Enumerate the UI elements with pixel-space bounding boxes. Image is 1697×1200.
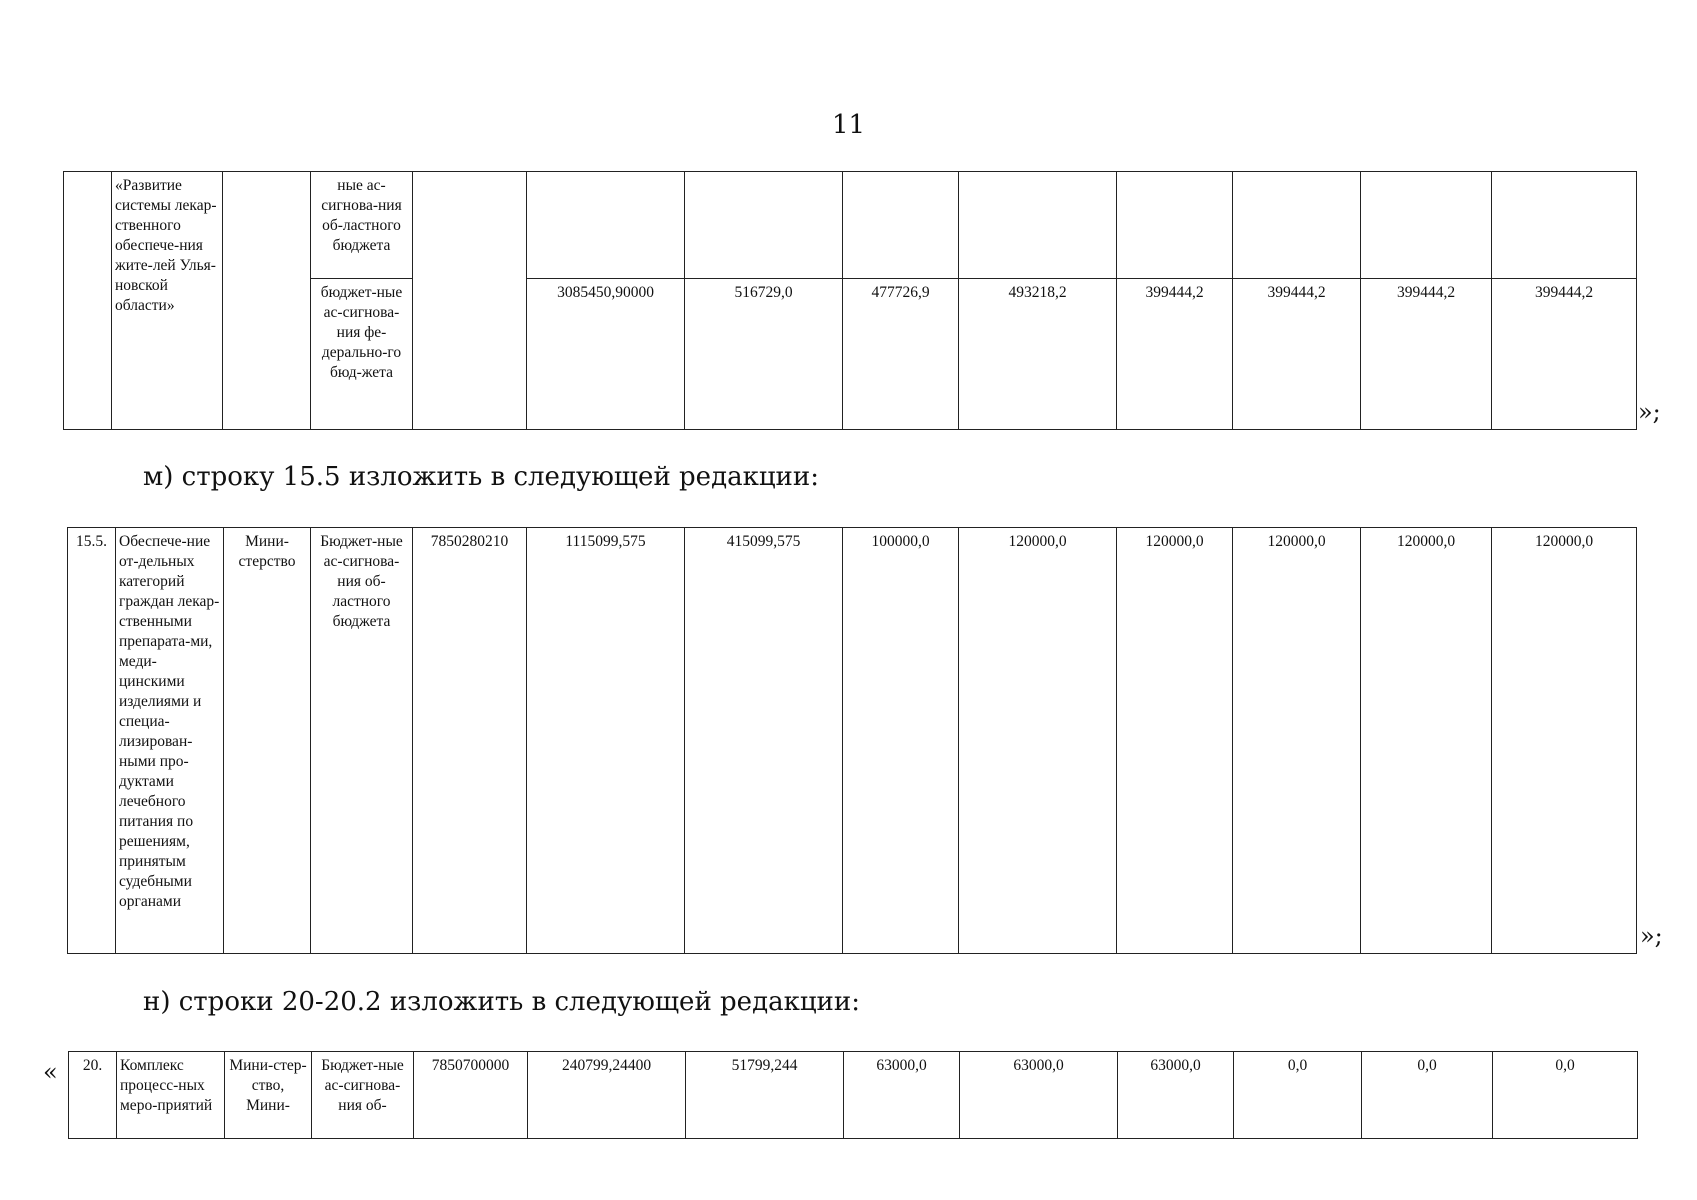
cell-value: 63000,0 bbox=[1118, 1052, 1234, 1139]
cell-value-total: 3085450,90000 bbox=[527, 279, 685, 430]
cell-empty bbox=[1492, 172, 1637, 279]
heading-row-15-5: м) строку 15.5 изложить в следующей редакции: bbox=[143, 462, 819, 492]
closing-quote: »; bbox=[1640, 922, 1663, 950]
cell-value: 399444,2 bbox=[1492, 279, 1637, 430]
table-continuation bbox=[63, 171, 1637, 430]
cell-source: Бюджет-ные ас-сигнова-ния об- bbox=[312, 1052, 414, 1139]
cell-value: 120000,0 bbox=[1492, 528, 1637, 954]
cell-empty bbox=[1233, 172, 1361, 279]
cell-value-total: 240799,24400 bbox=[528, 1052, 686, 1139]
cell-row-number: 15.5. bbox=[68, 528, 116, 954]
table-row-15-5 bbox=[67, 527, 1637, 954]
cell-program-name: «Развитие системы лекар-ственного обеспече-ния жите-лей Улья-новской области» bbox=[112, 172, 223, 430]
cell-source-regional: ные ас-сигнова-ния об-ластного бюджета bbox=[311, 172, 413, 279]
cell-value: 120000,0 bbox=[1117, 528, 1233, 954]
cell-value: 516729,0 bbox=[685, 279, 843, 430]
cell-value-total: 1115099,575 bbox=[527, 528, 685, 954]
cell-code: 7850280210 bbox=[413, 528, 527, 954]
cell-value: 120000,0 bbox=[1233, 528, 1361, 954]
cell-value: 477726,9 bbox=[843, 279, 959, 430]
cell-value: 63000,0 bbox=[960, 1052, 1118, 1139]
cell-value: 120000,0 bbox=[1361, 528, 1492, 954]
cell-executor-empty bbox=[223, 172, 311, 430]
cell-number-empty bbox=[64, 172, 112, 430]
cell-code-empty bbox=[413, 172, 527, 430]
cell-value: 415099,575 bbox=[685, 528, 843, 954]
cell-value: 100000,0 bbox=[843, 528, 959, 954]
cell-value: 0,0 bbox=[1362, 1052, 1493, 1139]
cell-value: 0,0 bbox=[1234, 1052, 1362, 1139]
cell-measure-name: Обеспече-ние от-дельных категорий граждан лекар-ственными препарата-ми, меди-цинскими изделиями и специа-лизирован-ными про-дуктами лечебного питания по решениям, принятым судебными органами bbox=[116, 528, 224, 954]
heading-rows-20: н) строки 20-20.2 изложить в следующей редакции: bbox=[143, 987, 860, 1017]
cell-empty bbox=[527, 172, 685, 279]
closing-quote: »; bbox=[1638, 398, 1661, 426]
cell-source-federal: бюджет-ные ас-сигнова-ния фе-дерально-го бюд-жета bbox=[311, 279, 413, 430]
cell-empty bbox=[843, 172, 959, 279]
cell-empty bbox=[685, 172, 843, 279]
cell-empty bbox=[959, 172, 1117, 279]
cell-value: 399444,2 bbox=[1361, 279, 1492, 430]
cell-value: 120000,0 bbox=[959, 528, 1117, 954]
cell-value: 399444,2 bbox=[1233, 279, 1361, 430]
cell-row-number: 20. bbox=[69, 1052, 117, 1139]
cell-executor: Мини-стер-ство, Мини- bbox=[225, 1052, 312, 1139]
cell-empty bbox=[1361, 172, 1492, 279]
cell-value: 51799,244 bbox=[686, 1052, 844, 1139]
cell-value: 399444,2 bbox=[1117, 279, 1233, 430]
opening-quote: « bbox=[43, 1058, 58, 1086]
cell-measure-name: Комплекс процесс-ных меро-приятий bbox=[117, 1052, 225, 1139]
cell-executor: Мини-стерство bbox=[224, 528, 311, 954]
cell-value: 63000,0 bbox=[844, 1052, 960, 1139]
cell-empty bbox=[1117, 172, 1233, 279]
table-row-20 bbox=[68, 1051, 1638, 1139]
cell-value: 493218,2 bbox=[959, 279, 1117, 430]
cell-code: 7850700000 bbox=[414, 1052, 528, 1139]
page-number: 11 bbox=[831, 110, 866, 140]
cell-source: Бюджет-ные ас-сигнова-ния об-ластного бюджета bbox=[311, 528, 413, 954]
cell-value: 0,0 bbox=[1493, 1052, 1638, 1139]
